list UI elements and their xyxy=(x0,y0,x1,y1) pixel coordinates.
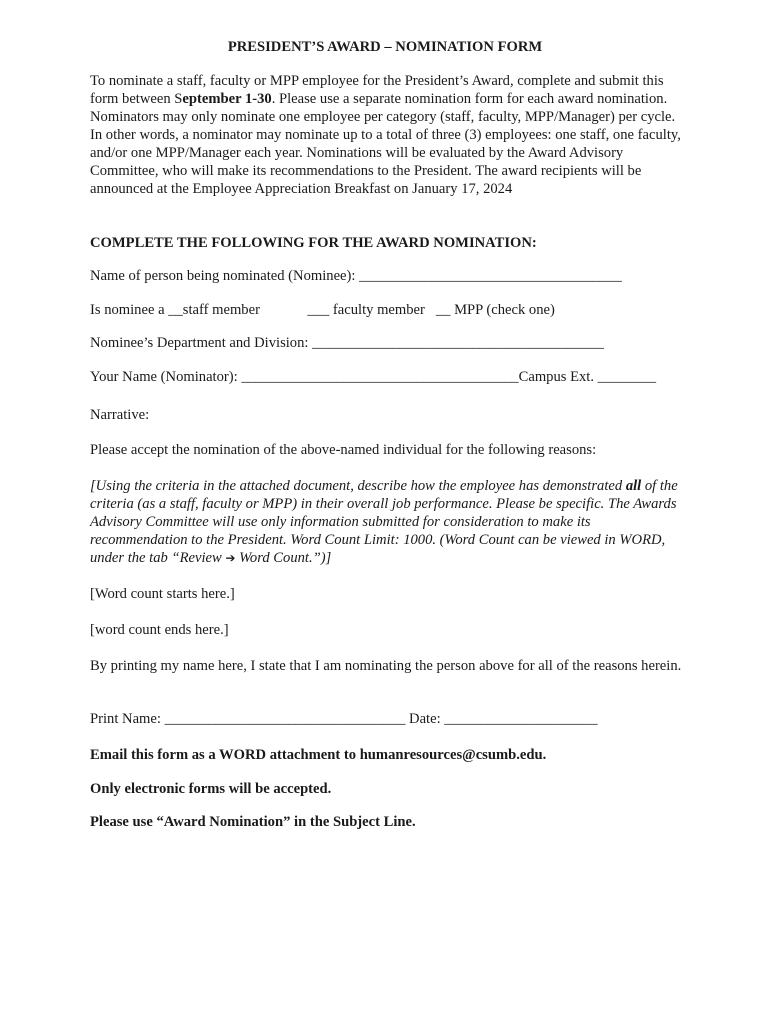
nominator-field: Your Name (Nominator): ______________________________________Campus Ext. ________ xyxy=(90,369,657,385)
section-heading: COMPLETE THE FOLLOWING FOR THE AWARD NOMINATION: xyxy=(90,235,537,251)
department-field: Nominee’s Department and Division: ________________________________________ xyxy=(90,335,604,351)
email-instruction: Email this form as a WORD attachment to humanresources@csumb.edu. xyxy=(90,747,547,763)
nominee-name-field: Name of person being nominated (Nominee): ____________________________________ xyxy=(90,268,622,284)
intro-dates: eptember 1-30 xyxy=(182,91,272,107)
nominee-type-field: Is nominee a __staff member ___ faculty member __ MPP (check one) xyxy=(90,302,555,318)
instructions-text-3: Word Count.”)] xyxy=(235,550,332,566)
word-count-start: [Word count starts here.] xyxy=(90,586,235,602)
intro-text-end: . Please use a separate nomination form for each award nomination. Nominators may only nominate one employee per category (staff, faculty, MPP/Manager) per cycle. In other words, a nominator may nominate up to a total of three (3) employees: one staff, one faculty, and/or one MPP/Manager each year. Nominations will be evaluated by the Award Advisory Committee, who will make its recommendations to the President. The award recipients will be announced at the Employee Appreciation Breakfast on January 17, 2024 xyxy=(90,91,681,197)
word-count-end: [word count ends here.] xyxy=(90,622,229,638)
signature-line: Print Name: _________________________________ Date: _____________________ xyxy=(90,711,598,727)
attestation-statement: By printing my name here, I state that I am nominating the person above for all of the reasons herein. xyxy=(90,658,682,674)
reasons-intro: Please accept the nomination of the above-named individual for the following reasons: xyxy=(90,442,597,458)
instructions-text-2: of the criteria (as a staff, faculty or MPP) in their overall job performance. Please be specific. The Awards Advisory Committee will use only information submitted for consideration to make its recommendation to the President. Word Count Limit: 1000. (Word Count can be viewed in WORD, under the tab “Review xyxy=(90,478,678,566)
instructions-text-1: [Using the criteria in the attached document, describe how the employee has demonstrated xyxy=(90,478,626,494)
intro-text-start: To nominate a staff, faculty or MPP employee for the President’s Award, complete and submit this form between S xyxy=(90,73,664,107)
instructions-emphasis: all xyxy=(625,478,642,494)
form-title: PRESIDENT’S AWARD – NOMINATION FORM xyxy=(227,39,543,55)
narrative-instructions xyxy=(90,477,690,567)
narrative-label: Narrative: xyxy=(90,407,150,423)
electronic-only-note: Only electronic forms will be accepted. xyxy=(90,781,332,797)
intro-paragraph xyxy=(90,72,690,198)
arrow-right-icon: ➔ xyxy=(225,551,236,565)
subject-line-note: Please use “Award Nomination” in the Subject Line. xyxy=(90,814,416,830)
